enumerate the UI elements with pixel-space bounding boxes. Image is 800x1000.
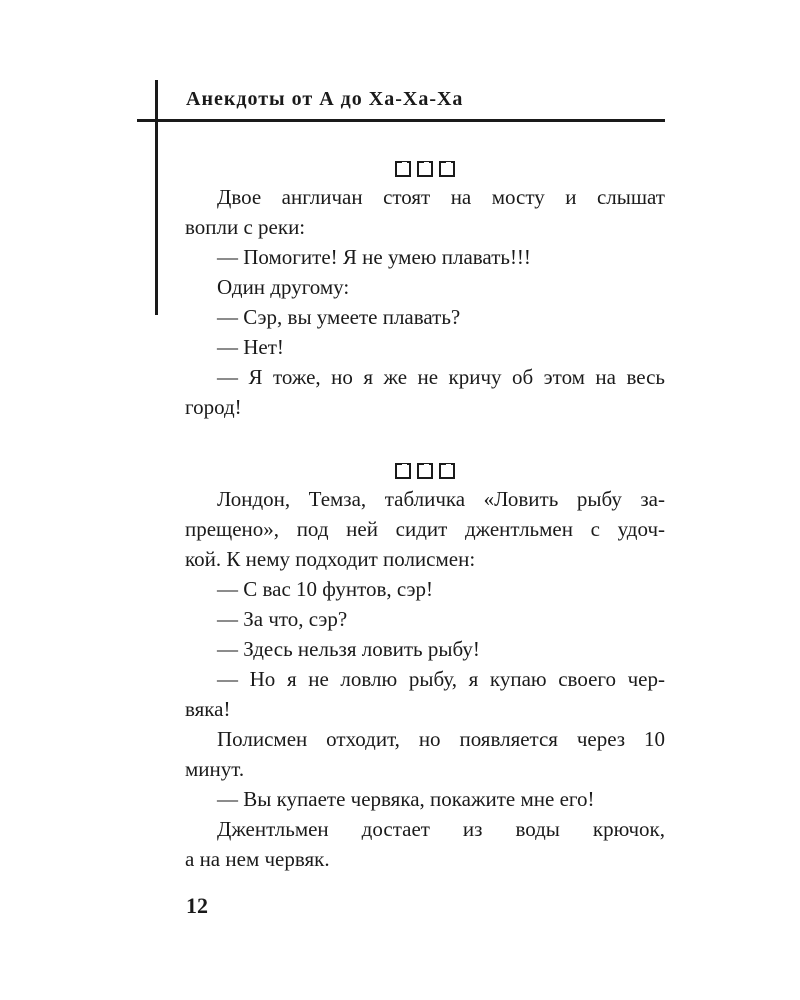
- joke-2-line: Полисмен отходит, но появляется через 10: [217, 727, 665, 751]
- joke-2-line: а на нем червяк.: [185, 847, 330, 871]
- separator-1: [185, 152, 665, 182]
- separator-box-icon: [417, 161, 433, 177]
- joke-1-line: — Я тоже, но я же не кричу об этом на весь: [217, 365, 665, 389]
- joke-2-line: кой. К нему подходит полисмен:: [185, 547, 476, 571]
- joke-2-line: — С вас 10 фунтов, сэр!: [217, 577, 434, 601]
- header-rule: [137, 119, 665, 122]
- separator-box-icon: [395, 161, 411, 177]
- joke-2-line: — За что, сэр?: [217, 607, 348, 631]
- joke-1: [185, 182, 665, 422]
- joke-2-line: Джентльмен достает из воды крючок,: [217, 817, 665, 841]
- joke-2: [185, 484, 665, 874]
- joke-2-line: прещено», под ней сидит джентльмен с удоч-: [185, 517, 665, 541]
- joke-1-line: — Нет!: [217, 335, 284, 359]
- joke-2-line: — Вы купаете червяка, покажите мне его!: [217, 787, 595, 811]
- separator-box-icon: [439, 161, 455, 177]
- joke-1-line: Один другому:: [217, 275, 350, 299]
- separator-box-icon: [395, 463, 411, 479]
- joke-1-line: — Помогите! Я не умею плавать!!!: [217, 245, 531, 269]
- joke-2-line: Лондон, Темза, табличка «Ловить рыбу за-: [217, 487, 665, 511]
- joke-1-line: город!: [185, 395, 242, 419]
- spacer: [185, 422, 665, 452]
- joke-1-line: Двое англичан стоят на мосту и слышат: [217, 185, 665, 209]
- separator-2: [185, 454, 665, 484]
- joke-2-line: — Здесь нельзя ловить рыбу!: [217, 637, 480, 661]
- page-body: [185, 150, 665, 874]
- joke-2-line: вяка!: [185, 697, 231, 721]
- joke-1-line: — Сэр, вы умеете плавать?: [217, 305, 461, 329]
- running-head: Анекдоты от А до Ха-Ха-Ха: [186, 88, 464, 110]
- separator-box-icon: [417, 463, 433, 479]
- joke-2-line: минут.: [185, 757, 245, 781]
- vertical-rule: [155, 80, 158, 315]
- page-number: 12: [186, 893, 208, 918]
- joke-2-line: — Но я не ловлю рыбу, я купаю своего чер-: [217, 667, 665, 691]
- joke-1-line: вопли с реки:: [185, 215, 306, 239]
- separator-box-icon: [439, 463, 455, 479]
